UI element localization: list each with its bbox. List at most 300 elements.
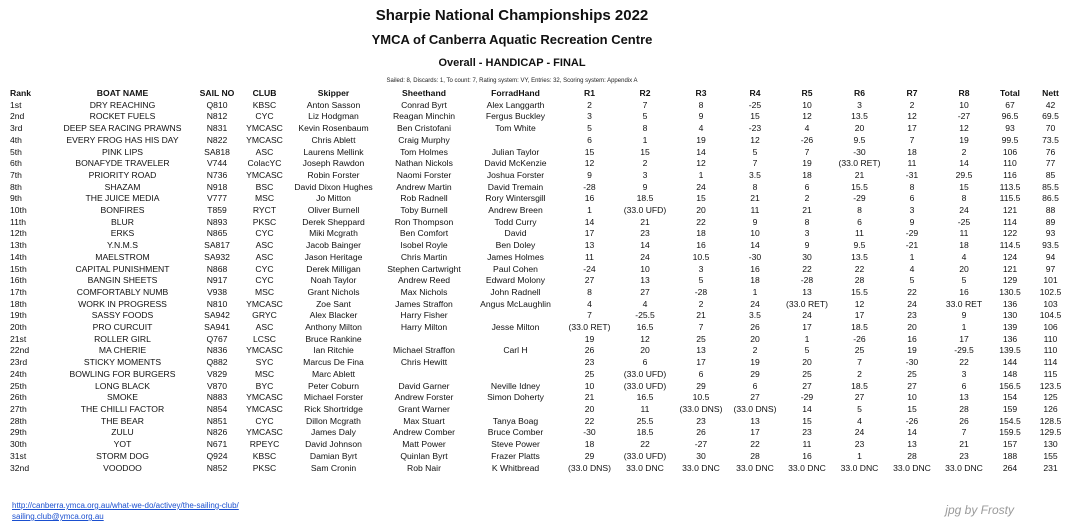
- club-cell: CYC: [255, 263, 274, 274]
- r7-cell: 7: [909, 134, 915, 145]
- r1-cell: (33.0 RET): [568, 322, 611, 333]
- r4-cell: 13: [750, 415, 760, 426]
- rank-cell: 5th: [10, 146, 22, 157]
- r5-cell: 25: [802, 368, 812, 379]
- total-cell: 159.5: [999, 427, 1021, 438]
- sail-no-cell: N883: [206, 392, 228, 403]
- r4-cell: (33.0 DNS): [733, 403, 777, 414]
- r3-cell: 18: [696, 228, 706, 239]
- r2-cell: 22: [640, 439, 650, 450]
- r5-cell: 20: [802, 357, 812, 368]
- rank-cell: 17th: [10, 286, 27, 297]
- sheethand-cell: Ben Comfort: [399, 228, 449, 239]
- sail-no-cell: N836: [206, 345, 228, 356]
- forradhand-cell: Steve Power: [491, 439, 540, 450]
- r7-cell: 28: [907, 450, 917, 461]
- nett-cell: 85: [1045, 169, 1056, 180]
- total-cell: 156.5: [999, 380, 1021, 391]
- table-row: [10, 345, 1071, 357]
- r5-cell: -29: [800, 392, 814, 403]
- sail-no-cell: T859: [207, 205, 227, 216]
- sail-no-cell: V938: [206, 286, 228, 297]
- r2-cell: 20: [640, 345, 650, 356]
- r1-cell: 23: [584, 357, 595, 368]
- r6-cell: -26: [853, 333, 866, 344]
- r8-cell: -25: [957, 216, 971, 227]
- r2-cell: 13: [640, 275, 650, 286]
- r3-cell: 7: [698, 322, 704, 333]
- sail-no-cell: N893: [206, 216, 228, 227]
- boat-name-cell: SHAZAM: [104, 181, 141, 192]
- r6-cell: 4: [857, 415, 862, 426]
- rank-cell: 2nd: [10, 111, 25, 122]
- table-row: [10, 158, 1071, 170]
- sail-no-cell: N812: [206, 111, 228, 122]
- forradhand-cell: David McKenzie: [484, 158, 547, 169]
- sail-no-cell: N826: [206, 427, 228, 438]
- r6-cell: 12: [854, 298, 865, 309]
- r6-cell: 6: [857, 216, 862, 227]
- r5-cell: 2: [804, 193, 810, 204]
- club-cell: BYC: [255, 380, 274, 391]
- r2-cell: 12: [640, 333, 650, 344]
- r4-cell: 29: [750, 368, 760, 379]
- total-cell: 96.5: [1001, 111, 1019, 122]
- club-cell: YMCASC: [246, 403, 283, 414]
- nett-cell: 76: [1045, 146, 1056, 157]
- sheethand-cell: James Straffon: [395, 298, 453, 309]
- r1-cell: 5: [587, 123, 592, 134]
- forradhand-cell: [469, 357, 562, 369]
- total-cell: 124: [1002, 251, 1018, 262]
- r4-cell: 15: [750, 111, 760, 122]
- boat-name-cell: STORM DOG: [96, 450, 149, 461]
- r7-cell: 3: [909, 205, 915, 216]
- skipper-cell: Robin Forster: [307, 169, 360, 180]
- r5-cell: 33.0 DNC: [788, 462, 826, 473]
- forradhand-cell: Jesse Milton: [491, 322, 540, 333]
- boat-name-cell: BANGIN SHEETS: [87, 275, 158, 286]
- club-cell: CYC: [255, 275, 274, 286]
- skipper-cell: Sam Cronin: [310, 462, 357, 473]
- sheethand-cell: Grant Warner: [398, 403, 450, 414]
- r3-cell: 6: [698, 368, 704, 379]
- r4-cell: 27: [750, 392, 760, 403]
- r7-cell: 22: [907, 286, 917, 297]
- boat-name-cell: DEEP SEA RACING PRAWNS: [63, 123, 182, 134]
- r7-cell: 9: [909, 216, 915, 227]
- r6-cell: 27: [854, 392, 865, 403]
- rank-cell: 1st: [10, 99, 22, 110]
- club-cell: LCSC: [253, 333, 276, 344]
- r6-cell: -29: [853, 193, 866, 204]
- r3-cell: 16: [696, 240, 706, 251]
- r1-cell: 29: [584, 450, 595, 461]
- r4-cell: -23: [748, 123, 762, 134]
- nett-cell: 126: [1043, 403, 1058, 414]
- r7-cell: 18: [907, 146, 917, 157]
- r4-cell: 20: [750, 333, 760, 344]
- col-r8-header: R8: [958, 88, 970, 98]
- email-link[interactable]: sailing.club@ymca.org.au: [12, 512, 104, 521]
- r8-cell: 2: [961, 146, 967, 157]
- r6-cell: 7: [857, 357, 862, 368]
- r6-cell: 2: [857, 368, 862, 379]
- col-sail-header: SAIL NO: [199, 88, 235, 98]
- r7-cell: 24: [907, 298, 917, 309]
- forradhand-cell: James Holmes: [487, 251, 544, 262]
- club-cell: MSC: [254, 193, 275, 204]
- club-cell: KBSC: [252, 450, 277, 461]
- r4-cell: 6: [752, 380, 758, 391]
- nett-cell: 128.5: [1039, 415, 1062, 426]
- table-row: [10, 275, 1071, 287]
- r3-cell: 21: [696, 310, 706, 321]
- r8-cell: 14: [959, 158, 969, 169]
- table-row: [10, 369, 1071, 381]
- r8-cell: 11: [959, 228, 969, 239]
- forradhand-cell: David: [504, 228, 527, 239]
- sheethand-cell: Michael Straffon: [393, 345, 455, 356]
- r8-cell: -27: [957, 111, 971, 122]
- skipper-cell: Bruce Rankine: [305, 333, 362, 344]
- sail-no-cell: N852: [206, 462, 228, 473]
- r5-cell: (33.0 RET): [785, 298, 829, 309]
- forradhand-cell: David Tremain: [487, 181, 544, 192]
- r7-cell: 1: [909, 251, 915, 262]
- rank-cell: 26th: [10, 392, 27, 403]
- r2-cell: 8: [642, 123, 648, 134]
- r7-cell: 5: [909, 275, 915, 286]
- r1-cell: 18: [584, 439, 595, 450]
- total-cell: 110: [1003, 158, 1017, 169]
- rank-cell: 3rd: [10, 123, 23, 134]
- table-row: [10, 217, 1071, 229]
- r4-cell: 19: [750, 357, 760, 368]
- boat-name-cell: SMOKE: [106, 392, 139, 403]
- total-cell: 114.5: [999, 240, 1021, 251]
- total-cell: 139: [1002, 322, 1018, 333]
- r5-cell: 17: [802, 322, 812, 333]
- r5-cell: 5: [804, 345, 810, 356]
- r4-cell: 3.5: [749, 169, 761, 180]
- r4-cell: 33.0 DNC: [736, 462, 774, 473]
- boat-name-cell: STICKY MOMENTS: [83, 357, 162, 368]
- col-r3-header: R3: [695, 88, 707, 98]
- club-cell: RPEYC: [249, 439, 280, 450]
- r8-cell: 21: [959, 439, 969, 450]
- rank-cell: 8th: [10, 181, 22, 192]
- total-cell: 144: [1002, 357, 1018, 368]
- r5-cell: 15: [802, 415, 812, 426]
- r4-cell: 9: [752, 216, 758, 227]
- sheethand-cell: Reagan Minchin: [392, 111, 456, 122]
- sail-no-cell: N918: [206, 181, 228, 192]
- skipper-cell: Jason Heritage: [304, 251, 363, 262]
- r5-cell: 8: [804, 216, 810, 227]
- r4-cell: 14: [750, 240, 760, 251]
- rank-cell: 14th: [10, 251, 27, 262]
- r2-cell: 14: [640, 240, 650, 251]
- forradhand-cell: John Radnell: [490, 286, 541, 297]
- skipper-cell: David Johnson: [305, 439, 362, 450]
- nett-cell: 231: [1043, 462, 1058, 473]
- boat-name-cell: THE BEAR: [101, 415, 144, 426]
- sheethand-cell: Quinlan Byrt: [400, 450, 448, 461]
- r6-cell: 22: [854, 263, 865, 274]
- r7-cell: 14: [907, 427, 917, 438]
- r8-cell: 15: [959, 181, 969, 192]
- rank-cell: 9th: [10, 193, 22, 204]
- r3-cell: 3: [698, 263, 704, 274]
- r5-cell: 22: [802, 263, 812, 274]
- r7-cell: 23: [907, 310, 917, 321]
- table-row: [10, 439, 1071, 451]
- boat-name-cell: LONG BLACK: [95, 380, 150, 391]
- table-row: [10, 299, 1071, 311]
- sail-no-cell: SA932: [204, 251, 230, 262]
- nett-cell: 106: [1043, 322, 1058, 333]
- r8-cell: 28: [959, 403, 969, 414]
- total-cell: 154: [1002, 392, 1018, 403]
- forradhand-cell: Tom White: [495, 123, 536, 134]
- col-sheethand-header: Sheethand: [402, 88, 446, 98]
- rank-cell: 21st: [10, 333, 27, 344]
- skipper-cell: Damian Byrt: [309, 450, 358, 461]
- total-cell: 264: [1002, 462, 1018, 473]
- club-cell: KBSC: [252, 99, 277, 110]
- col-boat-header: BOAT NAME: [96, 88, 149, 98]
- r3-cell: 29: [696, 380, 706, 391]
- r1-cell: 14: [584, 216, 595, 227]
- r1-cell: 25: [584, 368, 595, 379]
- r1-cell: 13: [584, 240, 595, 251]
- total-cell: 148: [1002, 368, 1018, 379]
- r5-cell: 10: [802, 99, 812, 110]
- r4-cell: 18: [750, 275, 760, 286]
- sheethand-cell: Toby Burnell: [400, 205, 448, 216]
- r1-cell: 27: [584, 275, 595, 286]
- results-table: [10, 88, 1071, 474]
- r8-cell: 3: [961, 368, 967, 379]
- rank-cell: 24th: [10, 368, 27, 379]
- r5-cell: -28: [800, 275, 814, 286]
- club-cell: CYC: [255, 228, 274, 239]
- skipper-cell: Oliver Burnell: [307, 205, 360, 216]
- r4-cell: 8: [752, 181, 758, 192]
- table-row: [10, 451, 1071, 463]
- r6-cell: 33.0 DNC: [840, 462, 879, 473]
- r5-cell: 1: [804, 333, 810, 344]
- boat-name-cell: ZULU: [111, 427, 134, 438]
- r8-cell: 22: [959, 357, 969, 368]
- total-cell: 121: [1002, 263, 1018, 274]
- skipper-cell: Alex Blacker: [309, 310, 358, 321]
- skipper-cell: Anton Sasson: [306, 99, 361, 110]
- table-row: [10, 334, 1071, 346]
- forradhand-cell: Fergus Buckley: [485, 111, 546, 122]
- total-cell: 159: [1002, 403, 1018, 414]
- sail-no-cell: SA942: [204, 310, 230, 321]
- r5-cell: 18: [802, 169, 812, 180]
- sheethand-cell: Chris Hewitt: [400, 357, 448, 368]
- table-row: [10, 310, 1071, 322]
- r2-cell: 18.5: [636, 193, 654, 204]
- boat-name-cell: BLUR: [111, 216, 134, 227]
- table-row: [10, 427, 1071, 439]
- r8-cell: 5: [961, 275, 967, 286]
- r8-cell: 7: [961, 427, 967, 438]
- table-row: [10, 322, 1071, 334]
- r1-cell: 22: [584, 415, 595, 426]
- r3-cell: 10.5: [692, 392, 710, 403]
- r8-cell: 20: [959, 263, 969, 274]
- forradhand-cell: Todd Curry: [494, 216, 537, 227]
- r1-cell: 16: [584, 193, 595, 204]
- skipper-cell: Peter Coburn: [307, 380, 360, 391]
- r8-cell: 24: [959, 205, 969, 216]
- r2-cell: 16.5: [636, 322, 654, 333]
- club-cell: ASC: [255, 322, 274, 333]
- col-r2-header: R2: [639, 88, 651, 98]
- skipper-cell: Marc Ablett: [312, 368, 355, 379]
- club-cell: ColacYC: [247, 158, 282, 169]
- r1-cell: -24: [583, 263, 596, 274]
- forradhand-cell: Ben Doley: [495, 240, 536, 251]
- table-row: [10, 193, 1071, 205]
- sheethand-cell: Naomi Forster: [396, 169, 452, 180]
- r4-cell: 28: [750, 450, 760, 461]
- club-cell: SYC: [255, 357, 274, 368]
- r7-cell: 33.0 DNC: [893, 462, 931, 473]
- club-cell: RYCT: [252, 205, 277, 216]
- r3-cell: 17: [696, 357, 706, 368]
- total-cell: 136: [1002, 333, 1018, 344]
- r6-cell: 23: [854, 439, 865, 450]
- r2-cell: 2: [642, 158, 648, 169]
- boat-name-cell: PINK LIPS: [101, 146, 144, 157]
- total-cell: 93: [1005, 123, 1015, 134]
- r3-cell: 25: [696, 333, 706, 344]
- total-cell: 129: [1002, 275, 1018, 286]
- club-cell: BSC: [255, 181, 274, 192]
- total-cell: 99.5: [1001, 134, 1019, 145]
- sheethand-cell: Andrew Reed: [397, 275, 451, 286]
- rank-cell: 12th: [10, 228, 27, 239]
- sail-no-cell: N831: [206, 123, 228, 134]
- col-r7-header: R7: [906, 88, 918, 98]
- sheethand-cell: Craig Murphy: [398, 134, 450, 145]
- club-cell: YMCASC: [246, 345, 283, 356]
- forradhand-cell: Paul Cohen: [493, 263, 538, 274]
- rank-cell: 29th: [10, 427, 27, 438]
- rank-cell: 32nd: [10, 462, 30, 473]
- total-cell: 114: [1003, 216, 1017, 227]
- r6-cell: 28: [854, 275, 865, 286]
- r7-cell: 13: [907, 439, 917, 450]
- total-cell: 130: [1002, 310, 1018, 321]
- r8-cell: 33.0 DNC: [945, 462, 983, 473]
- r7-cell: -26: [905, 415, 919, 426]
- r4-cell: 1: [752, 286, 758, 297]
- r8-cell: 16: [959, 286, 969, 297]
- skipper-cell: Zoe Sant: [316, 298, 351, 309]
- r3-cell: (33.0 DNS): [679, 403, 723, 414]
- r3-cell: 33.0 DNC: [682, 462, 720, 473]
- club-cell: YMCASC: [246, 392, 283, 403]
- skipper-cell: Dillon Mcgrath: [306, 415, 361, 426]
- r6-cell: 20: [854, 123, 865, 134]
- r3-cell: 14: [696, 146, 706, 157]
- r3-cell: 9: [698, 111, 704, 122]
- rank-cell: 6th: [10, 158, 22, 169]
- r6-cell: 5: [857, 403, 862, 414]
- rank-cell: 22nd: [10, 345, 30, 356]
- results-heading: Overall - HANDICAP - FINAL: [438, 57, 586, 69]
- r4-cell: 26: [750, 322, 760, 333]
- nett-cell: 70: [1045, 123, 1056, 134]
- r3-cell: 24: [696, 181, 706, 192]
- r4-cell: 12: [750, 134, 760, 145]
- r7-cell: 10: [907, 392, 917, 403]
- club-cell: YMCASC: [246, 298, 283, 309]
- r4-cell: 16: [750, 263, 760, 274]
- forradhand-cell: Simon Doherty: [487, 392, 544, 403]
- sheethand-cell: [379, 334, 469, 346]
- r7-cell: 8: [909, 181, 915, 192]
- table-row: [10, 228, 1071, 240]
- r6-cell: 13.5: [851, 111, 868, 122]
- r7-cell: 6: [909, 193, 915, 204]
- r6-cell: 9.5: [853, 240, 866, 251]
- sail-no-cell: SA818: [204, 146, 230, 157]
- r1-cell: -28: [583, 181, 596, 192]
- table-row: [10, 170, 1071, 182]
- club-cell: YMCASC: [246, 169, 283, 180]
- r6-cell: 11: [855, 228, 864, 239]
- nett-cell: 110: [1043, 345, 1058, 356]
- nett-cell: 77: [1045, 158, 1056, 169]
- r6-cell: 24: [854, 427, 865, 438]
- r4-cell: 22: [750, 439, 760, 450]
- sailing-club-link[interactable]: http://canberra.ymca.org.au/what-we-do/activey/the-sailing-club/: [12, 501, 239, 510]
- nett-cell: 86.5: [1042, 193, 1059, 204]
- col-rank-header: Rank: [10, 88, 32, 98]
- boat-name-cell: PRIORITY ROAD: [88, 169, 157, 180]
- col-r4-header: R4: [749, 88, 761, 98]
- r2-cell: 21: [640, 216, 650, 227]
- forradhand-cell: Edward Molony: [485, 275, 546, 286]
- r3-cell: 5: [698, 275, 704, 286]
- skipper-cell: Laurens Mellink: [303, 146, 364, 157]
- total-cell: 130.5: [999, 286, 1021, 297]
- col-r1-header: R1: [584, 88, 595, 98]
- r2-cell: (33.0 UFD): [623, 368, 667, 379]
- boat-name-cell: ERKS: [110, 228, 135, 239]
- forradhand-cell: Joshua Forster: [486, 169, 545, 180]
- skipper-cell: Miki Mcgrath: [309, 228, 358, 239]
- series-info: Sailed: 8, Discards: 1, To count: 7, Rating system: VY, Entries: 32, Scoring system: Appendix A: [386, 78, 638, 84]
- r1-cell: 26: [584, 345, 595, 356]
- skipper-cell: Joseph Rawdon: [302, 158, 365, 169]
- boat-name-cell: SASSY FOODS: [91, 310, 154, 321]
- r1-cell: (33.0 DNS): [568, 462, 611, 473]
- r2-cell: 7: [642, 99, 648, 110]
- r1-cell: 3: [587, 111, 592, 122]
- rank-cell: 30th: [10, 439, 27, 450]
- r1-cell: 10: [584, 380, 595, 391]
- boat-name-cell: PRO CURCUIT: [92, 322, 153, 333]
